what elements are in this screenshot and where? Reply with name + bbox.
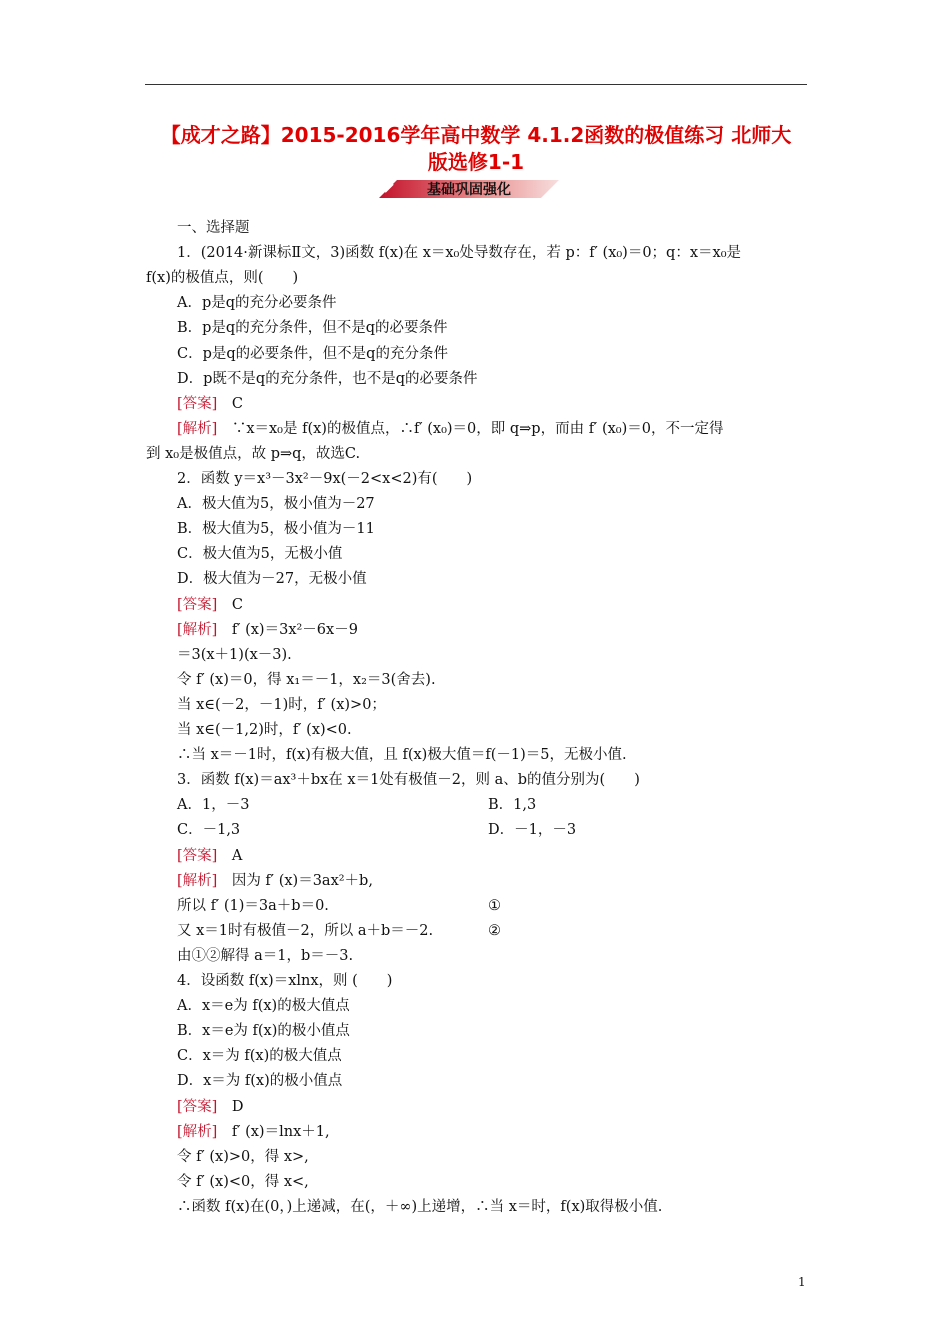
text-line xyxy=(177,1072,342,1090)
line-text: A．p是q的充分必要条件 xyxy=(177,295,337,312)
line-text: ∵x＝x₀是 f(x)的极值点，∴f′ (x₀)＝0，即 q⇒p，而由 f′ (x₀)＝0，不一定得 xyxy=(217,420,724,437)
answer-tag: [答案] xyxy=(177,847,218,864)
text-line xyxy=(177,319,448,337)
text-line xyxy=(177,495,375,513)
text-line xyxy=(177,219,250,237)
line-text: B．p是q的充分条件，但不是q的必要条件 xyxy=(177,320,448,337)
line-text: C．p是q的必要条件，但不是q的充分条件 xyxy=(177,345,448,362)
text-line xyxy=(177,470,472,488)
answer-tag: [答案] xyxy=(177,1098,218,1115)
text-line xyxy=(177,947,353,965)
line-text: 所以 f′ (1)＝3a＋b＝0. xyxy=(177,897,329,914)
answer-line xyxy=(177,847,242,865)
line-text: A．极大值为5，极小值为－27 xyxy=(177,496,375,513)
text-line xyxy=(177,1022,350,1040)
answer-line xyxy=(177,1123,330,1141)
text-line xyxy=(177,520,375,538)
line-text: A．1，－3 xyxy=(177,797,250,814)
line-text: B．极大值为5，极小值为－11 xyxy=(177,521,375,538)
line-text: f(x)的极值点，则( ) xyxy=(146,270,299,287)
answer-tag: [解析] xyxy=(177,621,218,638)
line-text: B．x＝e为 f(x)的极小值点 xyxy=(177,1023,350,1040)
section-banner xyxy=(377,178,561,200)
text-line xyxy=(146,269,298,287)
text-line xyxy=(177,997,350,1015)
text-line xyxy=(177,721,352,739)
line-text: 2．函数 y＝x³－3x²－9x(－2<x<2)有( ) xyxy=(177,471,473,487)
line-text: 又 x＝1时有极值－2，所以 a＋b＝－2. xyxy=(177,922,434,939)
answer-tag: [解析] xyxy=(177,872,218,889)
line-right-column: ② xyxy=(488,922,501,939)
text-line xyxy=(177,545,342,563)
answer-line xyxy=(177,420,724,438)
page-number: 1 xyxy=(798,1275,806,1289)
line-text: 令 f′ (x)<0，得 x<, xyxy=(177,1173,309,1190)
line-text: ∴函数 f(x)在(0，)上递减，在(，＋∞)上递增，∴当 x＝时，f(x)取得极小值. xyxy=(177,1198,663,1215)
line-text: ∴当 x＝－1时，f(x)有极大值，且 f(x)极大值＝f(－1)＝5，无极小值. xyxy=(177,747,627,764)
text-line xyxy=(177,796,249,814)
title-line-2: 版选修1-1 xyxy=(427,150,525,174)
answer-tag: [答案] xyxy=(177,395,218,412)
banner-label: 基础巩固强化 xyxy=(427,182,511,198)
text-line xyxy=(177,345,448,363)
text-line xyxy=(177,370,477,388)
answer-tag: [答案] xyxy=(177,596,218,613)
line-text: 一、选择题 xyxy=(177,220,250,236)
line-text: C xyxy=(217,596,243,613)
text-line xyxy=(177,771,640,789)
text-line xyxy=(177,696,386,714)
line-right-column: B．1,3 xyxy=(488,797,537,814)
line-right-column: ① xyxy=(488,897,501,914)
line-text: D xyxy=(217,1098,244,1115)
text-line xyxy=(177,1148,309,1166)
header-rule xyxy=(145,84,807,85)
line-text: f′ (x)＝lnx＋1, xyxy=(217,1123,330,1140)
line-text: ＝3(x＋1)(x－3). xyxy=(177,646,292,663)
line-text: 当 x∈(－1,2)时，f′ (x)<0. xyxy=(177,722,352,738)
line-right-column: D．－1，－3 xyxy=(488,822,577,839)
text-line xyxy=(177,897,329,915)
text-line xyxy=(146,445,360,463)
line-text: 由①②解得 a＝1，b＝－3. xyxy=(177,947,354,964)
line-text: D．x＝为 f(x)的极小值点 xyxy=(177,1073,343,1090)
text-line xyxy=(177,671,436,689)
text-line xyxy=(177,821,240,839)
text-line xyxy=(177,746,627,764)
line-text: D．极大值为－27，无极小值 xyxy=(177,571,367,588)
line-text: 3．函数 f(x)＝ax³＋bx在 x＝1处有极值－2，则 a、b的值分别为( ) xyxy=(177,772,640,789)
answer-line xyxy=(177,1098,243,1116)
text-line xyxy=(177,1198,662,1216)
answer-tag: [解析] xyxy=(177,420,218,437)
answer-line xyxy=(177,395,243,413)
line-text: C．－1,3 xyxy=(177,822,241,839)
text-line xyxy=(177,244,741,262)
line-text: A xyxy=(217,847,243,864)
text-line xyxy=(177,1173,309,1191)
text-line xyxy=(177,570,367,588)
line-text: C．x＝为 f(x)的极大值点 xyxy=(177,1048,342,1065)
answer-line xyxy=(177,872,373,890)
line-text: 当 x∈(－2，－1)时，f′ (x)>0； xyxy=(177,696,386,713)
line-text: C．极大值为5，无极小值 xyxy=(177,546,343,563)
answer-line xyxy=(177,621,358,639)
answer-tag: [解析] xyxy=(177,1123,218,1140)
line-text: 4．设函数 f(x)＝xlnx，则 ( ) xyxy=(177,973,393,989)
line-text: 1．(2014·新课标Ⅱ文，3)函数 f(x)在 x＝x₀处导数存在，若 p：f′ (x₀)＝0；q：x＝x₀是 xyxy=(177,245,742,262)
title-line-1: 【成才之路】2015-2016学年高中数学 4.1.2函数的极值练习 北师大 xyxy=(160,123,792,147)
line-text: 令 f′ (x)>0，得 x>, xyxy=(177,1148,309,1165)
text-line xyxy=(177,972,392,990)
line-text: 到 x₀是极值点，故 p⇒q，故选C. xyxy=(146,445,361,462)
line-text: A．x＝e为 f(x)的极大值点 xyxy=(177,998,350,1015)
text-line xyxy=(177,646,292,664)
document-title xyxy=(140,122,812,176)
text-line xyxy=(177,1047,342,1065)
line-text: 因为 f′ (x)＝3ax²＋b, xyxy=(217,872,373,889)
line-text: f′ (x)＝3x²－6x－9 xyxy=(217,621,358,638)
text-line xyxy=(177,922,433,940)
answer-line xyxy=(177,596,243,614)
line-text: D．p既不是q的充分条件，也不是q的必要条件 xyxy=(177,370,478,387)
line-text: C xyxy=(217,395,243,412)
text-line xyxy=(177,294,337,312)
line-text: 令 f′ (x)＝0，得 x₁＝－1，x₂＝3(舍去). xyxy=(177,671,436,688)
